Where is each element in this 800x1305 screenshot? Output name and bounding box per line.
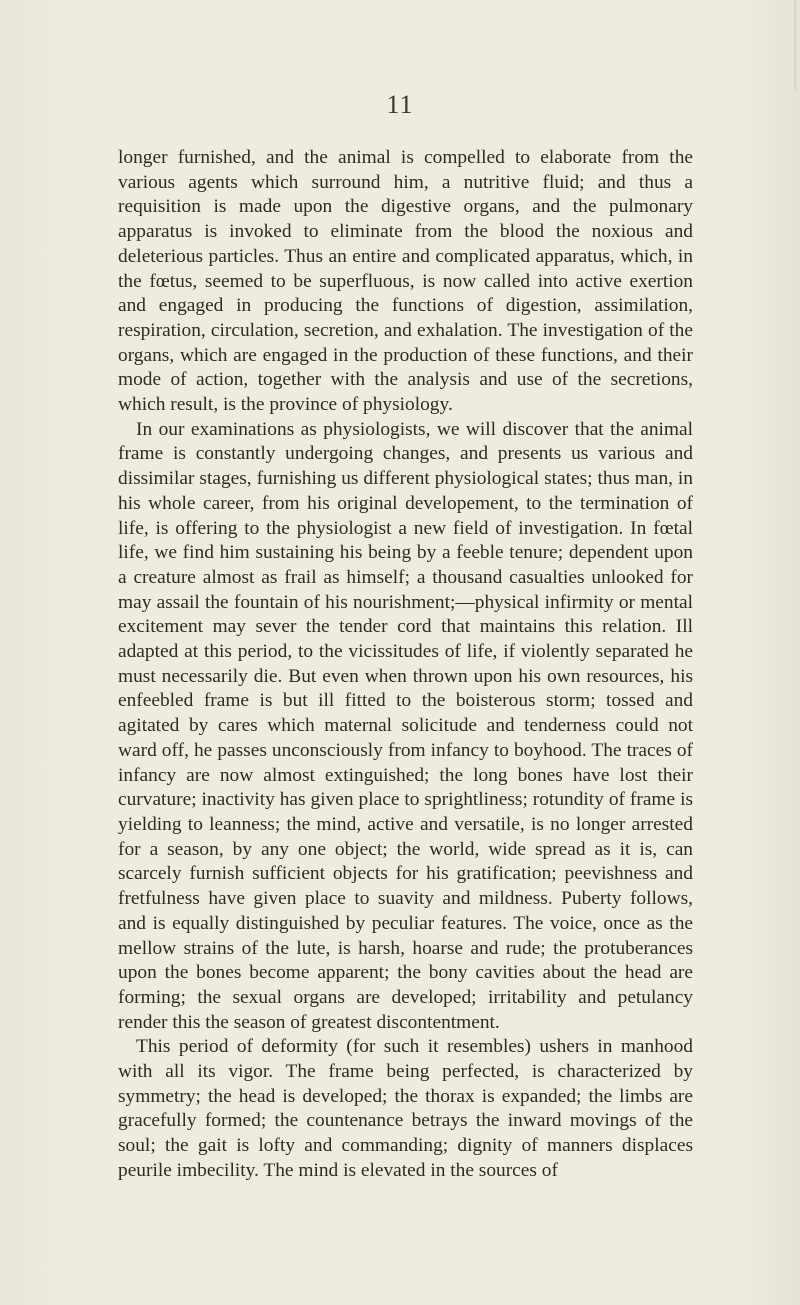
paragraph-2: In our examinations as physiologists, we will discover that the animal frame is constantly undergoing changes, and presents us various and dissimilar stages, furnishing us different physiological states; thus man, in his whole career, from his original developement, to the termination of life, is offering to the physiologist a new field of investigation. In fœtal life, we find him sustaining his being by a feeble tenure; dependent upon a creature almost as frail as himself; a thousand casualties unlooked for may assail the fountain of his nourishment;—physical infirmity or mental excitement may sever the tender cord that maintains this relation. Ill adapted at this period, to the vicissitudes of life, if violently separated he must necessarily die. But even when thrown upon his own resources, his enfeebled frame is but ill fitted to the boisterous storm; tossed and agitated by cares which maternal solicitude and tenderness could not ward off, he passes unconsciously from infancy to boyhood. The traces of infancy are now almost extinguished; the long bones have lost their curvature; inactivity has given place to sprightliness; rotundity of frame is yielding to leanness; the mind, active and versatile, is no longer arrested for a season, by any one object; the world, wide spread as it is, can scarcely furnish sufficient objects for his gratification; peevishness and fretfulness have given place to suavity and mildness. Puberty follows, and is equally distinguished by peculiar features. The voice, once as the mellow strains of the lute, is harsh, hoarse and rude; the protuberances upon the bones become apparent; the bony cavities about the head are forming; the sexual organs are developed; irritability and petulancy render this the season of greatest discontentment.	[118, 418, 693, 1033]
paragraph-3: This period of deformity (for such it resembles) ushers in manhood with all its vigor. The frame being perfected, is characterized by symmetry; the head is developed; the thorax is expanded; the limbs are gracefully formed; the countenance betrays the inward movings of the soul; the gait is lofty and commanding; dignity of manners displaces peurile imbecility. The mind is elevated in the sources of	[118, 1036, 693, 1181]
page-edge-shadow	[794, 0, 796, 90]
page-number: 11	[386, 90, 414, 119]
paragraph-1: longer furnished, and the animal is compelled to elaborate from the various agents which surround him, a nutritive fluid; and thus a requisition is made upon the digestive organs, and the pulmonary apparatus is invoked to eliminate from the blood the noxious and deleterious particles. Thus an entire and complicated apparatus, which, in the fœtus, seemed to be superfluous, is now called into active exertion and engaged in producing the functions of digestion, assimilation, respiration, circulation, secretion, and exhalation. The investigation of the organs, which are engaged in the production of these functions, and their mode of action, together with the analysis and use of the secretions, which result, is the province of physiology.	[118, 147, 693, 416]
page-body-text	[118, 146, 693, 1184]
